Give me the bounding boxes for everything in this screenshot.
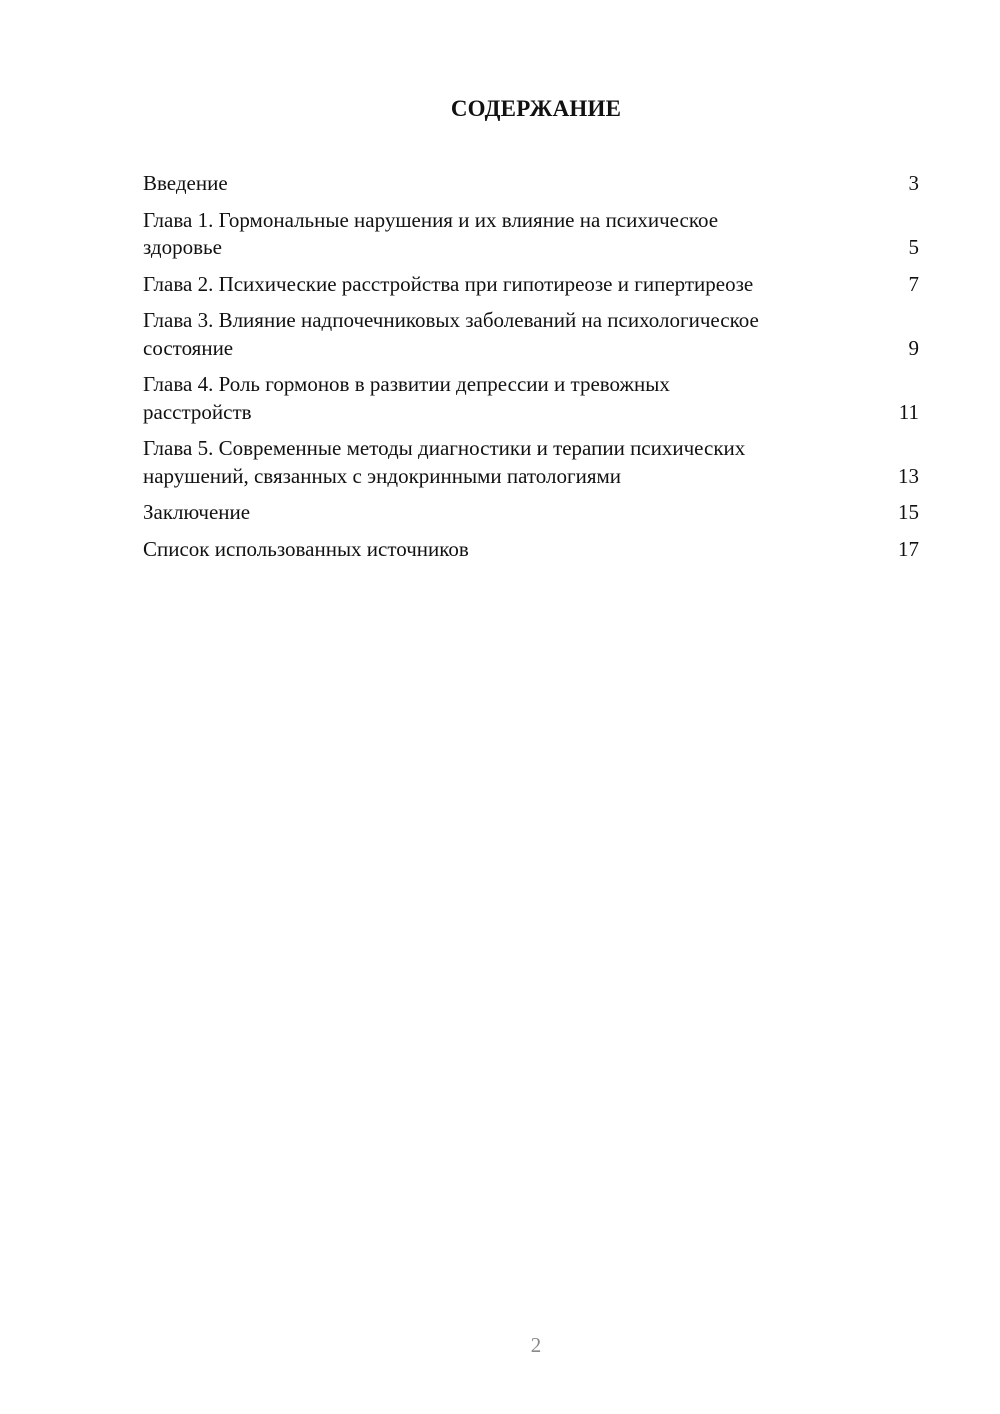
toc-entry-text: Введение bbox=[143, 171, 228, 195]
toc-entry-chapter-2 bbox=[143, 271, 919, 299]
toc-entry-introduction bbox=[143, 170, 919, 198]
toc-entry-conclusion bbox=[143, 499, 919, 527]
toc-entry-page: 7 bbox=[908, 271, 919, 296]
page-number: 2 bbox=[530, 1333, 542, 1357]
toc-entry-text: Глава 3. Влияние надпочечниковых заболеваний на психологическое состояние bbox=[143, 308, 759, 360]
toc-entry-chapter-5 bbox=[143, 435, 919, 490]
toc-entry-text: Список использованных источников bbox=[143, 536, 469, 561]
toc-entry-page: 5 bbox=[908, 235, 919, 259]
table-of-contents bbox=[143, 170, 919, 572]
toc-entry-text: Глава 5. Современные методы диагностики и терапии психических нарушений, связанных с эндокринными патологиями bbox=[143, 436, 746, 488]
toc-entry-page: 13 bbox=[898, 463, 919, 488]
toc-entry-text: Глава 1. Гормональные нарушения и их влияние на психическое здоровье bbox=[143, 207, 719, 259]
toc-entry-text: Глава 4. Роль гормонов в развитии депрессии и тревожных расстройств bbox=[143, 372, 670, 424]
toc-entry-chapter-4 bbox=[143, 371, 919, 426]
toc-entry-text: Глава 2. Психические расстройства при гипотиреозе и гипертиреозе bbox=[143, 271, 754, 296]
toc-entry-page: 15 bbox=[898, 500, 919, 524]
toc-entry-page: 3 bbox=[908, 171, 919, 195]
toc-entry-text: Заключение bbox=[143, 500, 251, 524]
toc-title: СОДЕРЖАНИЕ bbox=[450, 96, 622, 121]
toc-entry-chapter-1 bbox=[143, 207, 919, 262]
toc-entry-chapter-3 bbox=[143, 307, 919, 362]
toc-entry-page: 9 bbox=[908, 335, 919, 360]
toc-entry-page: 11 bbox=[898, 399, 919, 424]
toc-entry-references bbox=[143, 536, 919, 564]
toc-entry-page: 17 bbox=[898, 536, 919, 561]
